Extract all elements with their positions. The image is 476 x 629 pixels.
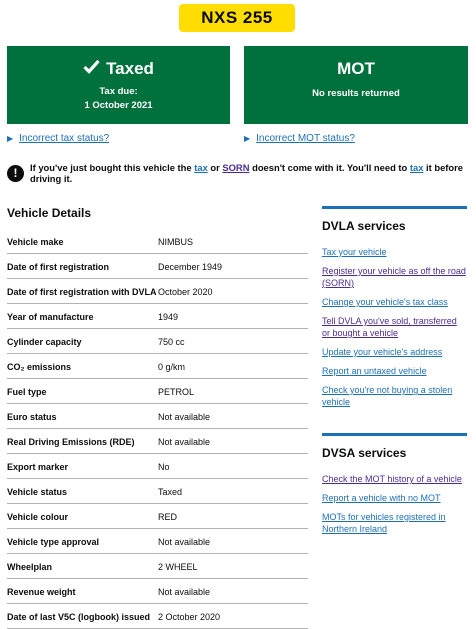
detail-value: Not available	[158, 437, 211, 447]
dvla-service-link[interactable]: Change your vehicle's tax class	[322, 297, 448, 307]
table-row	[7, 429, 308, 454]
dvsa-services-heading: DVSA services	[322, 446, 407, 460]
table-row	[7, 454, 308, 479]
detail-value: 750 cc	[158, 337, 185, 347]
detail-label: Date of first registration with DVLA	[7, 287, 157, 297]
detail-label: Vehicle type approval	[7, 537, 100, 547]
dvla-service-link[interactable]: Tax your vehicle	[322, 247, 387, 257]
dvla-service-link[interactable]: Tell DVLA you've sold, transferred or bought a vehicle	[322, 316, 457, 338]
vehicle-details-heading: Vehicle Details	[7, 206, 92, 220]
vehicle-details-table	[7, 229, 308, 629]
dvla-service-link[interactable]: Report an untaxed vehicle	[322, 366, 427, 376]
detail-label: Date of first registration	[7, 262, 110, 272]
detail-value: Taxed	[158, 487, 183, 497]
mot-status-text: No results returned	[312, 88, 400, 99]
detail-value: Not available	[158, 412, 211, 422]
triangle-right-icon: ▶	[244, 134, 251, 143]
table-row	[7, 229, 308, 254]
dvla-service-link[interactable]: Register your vehicle as off the road (SORN)	[322, 266, 466, 288]
detail-label: Year of manufacture	[7, 312, 94, 322]
detail-label: Vehicle status	[7, 487, 68, 497]
detail-value: October 2020	[158, 287, 213, 297]
tax-due-label: Tax due:	[99, 86, 138, 97]
detail-value: Not available	[158, 587, 211, 597]
detail-value: 2 WHEEL	[158, 562, 198, 572]
table-row	[7, 304, 308, 329]
detail-value: 1949	[158, 312, 179, 322]
dvsa-service-link[interactable]: Report a vehicle with no MOT	[322, 493, 441, 503]
tax-due-date: 1 October 2021	[84, 100, 153, 111]
warning-icon: !	[7, 165, 24, 182]
incorrect-tax-status-link[interactable]: ▶ Incorrect tax status?	[7, 133, 110, 144]
detail-label: Vehicle make	[7, 237, 64, 247]
table-row	[7, 379, 308, 404]
table-row	[7, 504, 308, 529]
detail-label: Export marker	[7, 462, 69, 472]
detail-label: Fuel type	[7, 387, 47, 397]
detail-value: 0 g/km	[158, 362, 186, 372]
tax-link[interactable]: tax	[194, 162, 208, 173]
table-row	[7, 604, 308, 629]
table-row	[7, 279, 308, 304]
sorn-link[interactable]: SORN	[222, 162, 250, 173]
table-row	[7, 579, 308, 604]
detail-label: Cylinder capacity	[7, 337, 82, 347]
table-row	[7, 254, 308, 279]
table-row	[7, 529, 308, 554]
detail-value: December 1949	[158, 262, 223, 272]
detail-value: 2 October 2020	[158, 612, 221, 622]
incorrect-mot-status-link[interactable]: ▶ Incorrect MOT status?	[244, 133, 355, 144]
detail-label: Real Driving Emissions (RDE)	[7, 437, 135, 447]
mot-status-panel	[244, 46, 468, 124]
dvsa-service-link[interactable]: Check the MOT history of a vehicle	[322, 474, 462, 484]
detail-label: Vehicle colour	[7, 512, 69, 522]
tax-status-panel	[7, 46, 230, 124]
detail-value: No	[158, 462, 170, 472]
tax-link-2[interactable]: tax	[409, 162, 424, 173]
table-row	[7, 329, 308, 354]
detail-value: NIMBUS	[158, 237, 194, 247]
dvla-service-link[interactable]: Check you're not buying a stolen vehicle	[322, 385, 453, 407]
detail-value: PETROL	[158, 387, 195, 397]
table-row	[7, 554, 308, 579]
detail-label: CO₂ emissions	[7, 362, 72, 372]
dvla-services-panel	[322, 206, 467, 415]
detail-label: Euro status	[7, 412, 57, 422]
table-row	[7, 479, 308, 504]
triangle-right-icon: ▶	[7, 134, 14, 143]
dvsa-services-panel	[322, 433, 467, 542]
dvla-services-links	[322, 246, 467, 408]
dvla-service-link[interactable]: Update your vehicle's address	[322, 347, 443, 357]
warning-notice	[7, 162, 469, 184]
dvsa-service-link[interactable]: MOTs for vehicles registered in Northern Ireland	[322, 512, 446, 534]
warning-text: If you've just bought this vehicle the tax or SORN doesn't come with it. You'll need to tax it before driving it.	[30, 162, 464, 184]
detail-label: Date of last V5C (logbook) issued	[7, 612, 151, 622]
table-row	[7, 354, 308, 379]
mot-status-title: MOT	[337, 59, 375, 78]
detail-label: Revenue weight	[7, 587, 76, 597]
tick-icon	[83, 59, 100, 79]
detail-value: Not available	[158, 537, 211, 547]
registration-plate: NXS 255	[179, 4, 295, 32]
tax-status-title: Taxed	[106, 59, 154, 78]
dvsa-services-links	[322, 473, 467, 535]
table-row	[7, 404, 308, 429]
detail-label: Wheelplan	[7, 562, 53, 572]
detail-value: RED	[158, 512, 178, 522]
dvla-services-heading: DVLA services	[322, 219, 406, 233]
